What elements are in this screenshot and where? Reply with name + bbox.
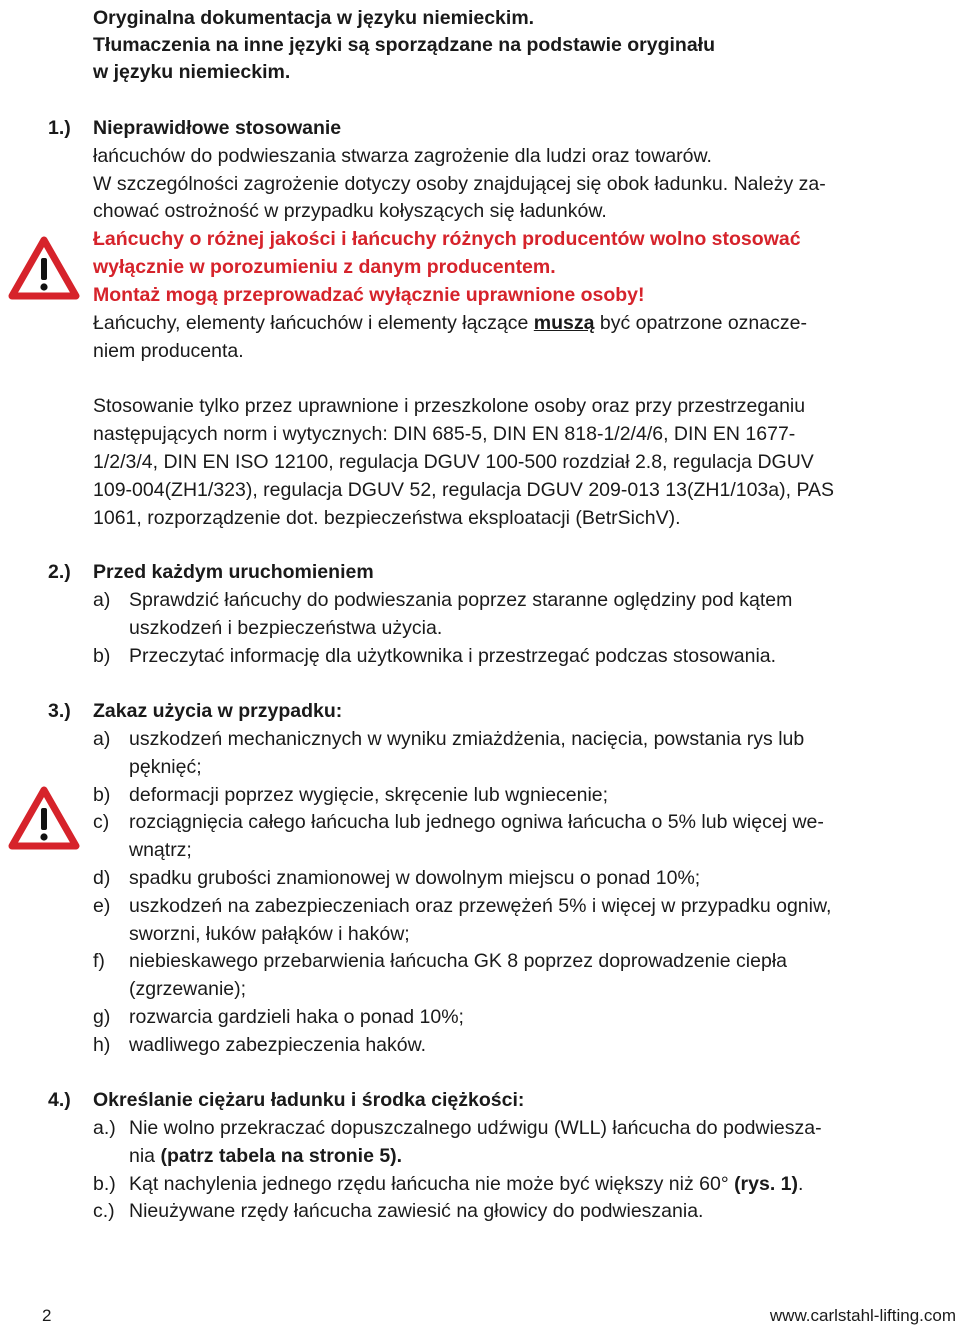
list-label: a.)	[93, 1117, 116, 1139]
list-item: Kąt nachylenia jednego rzędu łańcucha nie może być większy niż 60° (rys. 1).	[129, 1173, 804, 1195]
list-item: uszkodzeń na zabezpieczeniach oraz przewężeń 5% i więcej w przypadku ogniw,	[129, 895, 832, 917]
section-1-warning-text: wyłącznie w porozumieniu z danym producentem.	[93, 256, 556, 278]
list-label: a)	[93, 728, 111, 750]
list-item: uszkodzeń i bezpieczeństwa użycia.	[129, 617, 443, 639]
section-1-text: niem producenta.	[93, 340, 244, 362]
section-4-number: 4.)	[48, 1089, 71, 1111]
section-2-title: Przed każdym uruchomieniem	[93, 561, 374, 583]
list-item: rozciągnięcia całego łańcucha lub jednego ogniwa łańcucha o 5% lub więcej we-	[129, 811, 824, 833]
list-item: nia (patrz tabela na stronie 5).	[129, 1145, 403, 1167]
list-item: rozwarcia gardzieli haka o ponad 10%;	[129, 1006, 464, 1028]
page-number: 2	[42, 1306, 52, 1325]
section-3-number: 3.)	[48, 700, 71, 722]
standards-text: 1061, rozporządzenie dot. bezpieczeństwa eksploatacji (BetrSichV).	[93, 507, 681, 529]
list-item: Nieużywane rzędy łańcucha zawiesić na głowicy do podwieszania.	[129, 1200, 704, 1222]
standards-text: następujących norm i wytycznych: DIN 685-5, DIN EN 818-1/2/4/6, DIN EN 1677-	[93, 423, 796, 445]
list-item: pęknięć;	[129, 756, 202, 778]
list-label: e)	[93, 895, 111, 917]
standards-text: Stosowanie tylko przez uprawnione i przeszkolone osoby oraz przy przestrzeganiu	[93, 395, 806, 417]
list-label: d)	[93, 867, 111, 889]
list-label: b.)	[93, 1173, 116, 1195]
list-item: Przeczytać informację dla użytkownika i przestrzegać podczas stosowania.	[129, 645, 777, 667]
list-label: c.)	[93, 1200, 115, 1222]
section-1-warning-text: Montaż mogą przeprowadzać wyłącznie uprawnione osoby!	[93, 284, 645, 306]
list-item: Sprawdzić łańcuchy do podwieszania poprzez staranne oględziny pod kątem	[129, 589, 793, 611]
section-1-text: W szczególności zagrożenie dotyczy osoby znajdującej się obok ładunku. Należy za-	[93, 173, 826, 195]
header-line-1: Oryginalna dokumentacja w języku niemieckim.	[93, 7, 535, 29]
section-1-title: Nieprawidłowe stosowanie	[93, 117, 342, 139]
list-item: deformacji poprzez wygięcie, skręcenie lub wgniecenie;	[129, 784, 609, 806]
header-line-2: Tłumaczenia na inne języki są sporządzane na podstawie oryginału	[93, 34, 716, 56]
list-item: uszkodzeń mechanicznych w wyniku zmiażdżenia, nacięcia, powstania rys lub	[129, 728, 805, 750]
list-item: wnątrz;	[129, 839, 192, 861]
standards-text: 1/2/3/4, DIN EN ISO 12100, regulacja DGUV 100-500 rozdział 2.8, regulacja DGUV	[93, 451, 814, 473]
list-label: a)	[93, 589, 111, 611]
list-label: c)	[93, 811, 110, 833]
list-item: niebieskawego przebarwienia łańcucha GK 8 poprzez doprowadzenie ciepła	[129, 950, 787, 972]
section-1-number: 1.)	[48, 117, 71, 139]
list-label: b)	[93, 784, 111, 806]
section-1-marking-text: Łańcuchy, elementy łańcuchów i elementy łączące muszą być opatrzone oznacze-	[93, 312, 807, 334]
list-label: h)	[93, 1034, 111, 1056]
header-line-3: w języku niemieckim.	[93, 61, 291, 83]
section-3-title: Zakaz użycia w przypadku:	[93, 700, 343, 722]
list-label: g)	[93, 1006, 111, 1028]
warning-triangle-icon	[8, 786, 80, 850]
section-1-text: łańcuchów do podwieszania stwarza zagrożenie dla ludzi oraz towarów.	[93, 145, 712, 167]
list-item: (zgrzewanie);	[129, 978, 247, 1000]
list-item: spadku grubości znamionowej w dowolnym miejscu o ponad 10%;	[129, 867, 701, 889]
list-label: f)	[93, 950, 105, 972]
list-item: wadliwego zabezpieczenia haków.	[129, 1034, 427, 1056]
section-2-number: 2.)	[48, 561, 71, 583]
list-item: sworzni, łuków pałąków i haków;	[129, 923, 410, 945]
section-4-title: Określanie ciężaru ładunku i środka ciężkości:	[93, 1089, 525, 1111]
standards-text: 109-004(ZH1/323), regulacja DGUV 52, regulacja DGUV 209-013 13(ZH1/103a), PAS	[93, 479, 835, 501]
footer-url[interactable]: www.carlstahl-lifting.com	[769, 1306, 956, 1325]
list-label: b)	[93, 645, 111, 667]
section-1-text: chować ostrożność w przypadku kołyszących się ładunków.	[93, 200, 607, 222]
list-item: Nie wolno przekraczać dopuszczalnego udźwigu (WLL) łańcucha do podwiesza-	[129, 1117, 822, 1139]
warning-triangle-icon	[8, 236, 80, 300]
section-1-warning-text: Łańcuchy o różnej jakości i łańcuchy różnych producentów wolno stosować	[93, 228, 801, 250]
